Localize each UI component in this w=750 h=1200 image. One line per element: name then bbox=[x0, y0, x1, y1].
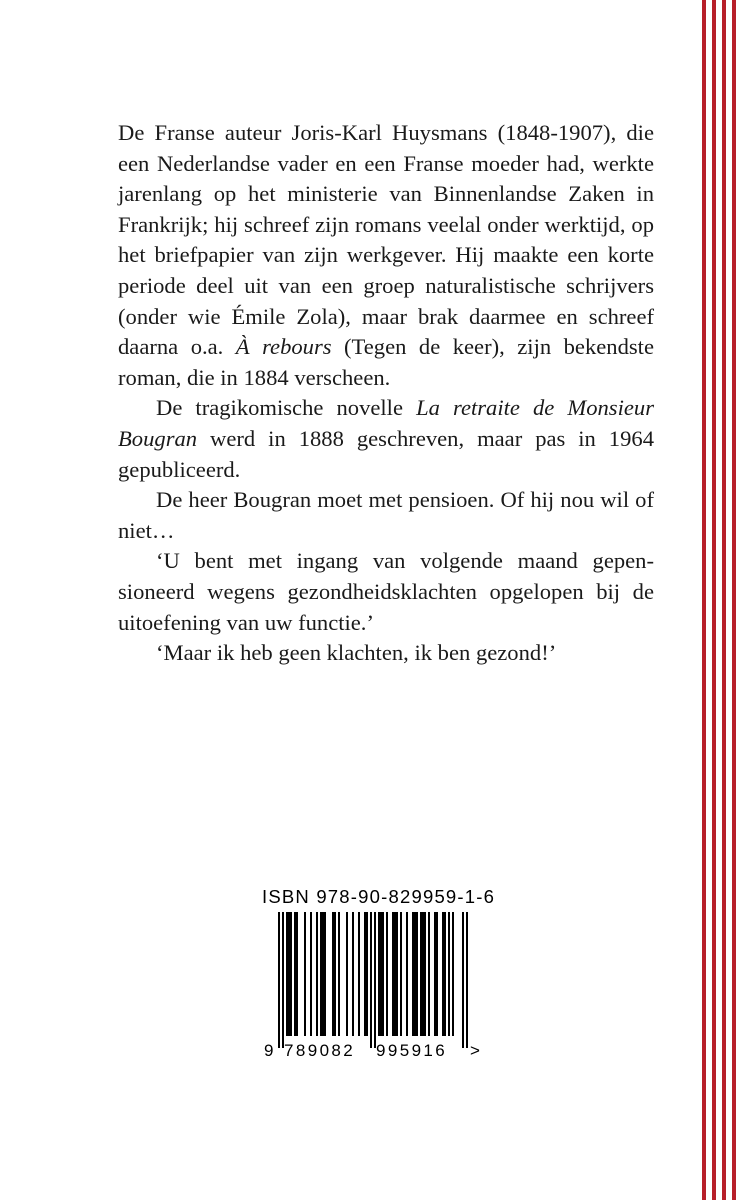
blurb-paragraph-author: De Franse auteur Joris-Karl Huysmans (1848-1907), die een Nederlandse vader en een Franse moeder had, werkte jarenlang op het ministerie van Binnenlandse Zaken in Frankrijk; hij schreef zijn romans veelal onder werktijd, op het briefpapier van zijn werkgever. Hij maakte een korte periode deel uit van een groep naturalistische schrijvers (onder wie Émile Zola), maar brak daarmee en schreef daarna o.a. À rebours (Tegen de keer), zijn bekendste roman, die in 1884 verscheen. bbox=[118, 120, 654, 390]
barcode-bar bbox=[346, 912, 348, 1036]
barcode-bar bbox=[304, 912, 306, 1036]
barcode-bar bbox=[380, 912, 382, 1036]
barcode-digits-right: 995916 bbox=[376, 1041, 448, 1060]
barcode-bar bbox=[294, 912, 296, 1036]
book-title-la-retraite: La retraite de Monsieur Bougran bbox=[118, 395, 654, 451]
book-title-a-rebours: À rebours bbox=[235, 334, 332, 360]
barcode-bar bbox=[338, 912, 340, 1036]
barcode-bar bbox=[392, 912, 394, 1036]
barcode-bar bbox=[400, 912, 402, 1036]
barcode-bar bbox=[316, 912, 318, 1036]
red-stripe bbox=[712, 0, 716, 1200]
barcode-bar bbox=[462, 912, 464, 1048]
red-stripe bbox=[732, 0, 736, 1200]
barcode-bar bbox=[412, 912, 414, 1036]
barcode-bar bbox=[334, 912, 336, 1036]
barcode-bar bbox=[396, 912, 398, 1036]
barcode-bar bbox=[358, 912, 360, 1036]
barcode-bar bbox=[324, 912, 326, 1036]
barcode-bar bbox=[352, 912, 354, 1036]
barcode-bar bbox=[452, 912, 454, 1036]
barcode-bar bbox=[288, 912, 290, 1036]
barcode-bar bbox=[364, 912, 366, 1036]
barcode-bar bbox=[436, 912, 438, 1036]
barcode-bar bbox=[378, 912, 380, 1036]
barcode-bar bbox=[320, 912, 322, 1036]
red-stripe bbox=[722, 0, 726, 1200]
barcode-bar bbox=[414, 912, 416, 1036]
barcode-bar bbox=[422, 912, 424, 1036]
barcode-bar bbox=[286, 912, 288, 1036]
blurb-quote-pension: ‘U bent met ingang van volgende maand gepensioneerd wegens gezondheidsklachten opgelopen bij de uitoefening van uw functie.’ bbox=[118, 548, 654, 635]
barcode-bar bbox=[310, 912, 312, 1036]
blurb-paragraph-teaser: De heer Bougran moet met pensioen. Of hij nou wil of niet… bbox=[118, 487, 654, 543]
barcode-bar bbox=[444, 912, 446, 1036]
barcode-bar bbox=[386, 912, 388, 1036]
barcode-digit-first: 9 bbox=[264, 1041, 276, 1060]
barcode-bar bbox=[416, 912, 418, 1036]
barcode-bar bbox=[420, 912, 422, 1036]
back-cover-blurb bbox=[118, 118, 654, 669]
isbn-label: ISBN 978-90-829959-1-6 bbox=[262, 886, 496, 907]
barcode-bar bbox=[322, 912, 324, 1036]
barcode-bar bbox=[282, 912, 284, 1048]
decorative-red-stripes bbox=[686, 0, 750, 1200]
blurb-paragraph-novella: De tragikomische novelle La retraite de Monsieur Bougran werd in 1888 geschreven, maar pas in 1964 gepubliceerd. bbox=[118, 395, 654, 482]
barcode-bar bbox=[290, 912, 292, 1036]
barcode-bar bbox=[424, 912, 426, 1036]
barcode-bar bbox=[406, 912, 408, 1036]
barcode-bar bbox=[394, 912, 396, 1036]
barcode-quiet-marker: > bbox=[470, 1041, 483, 1060]
barcode-bar bbox=[278, 912, 280, 1048]
barcode-bar bbox=[370, 912, 372, 1048]
barcode-bar bbox=[466, 912, 468, 1048]
barcode-bar bbox=[434, 912, 436, 1036]
barcode-bar bbox=[428, 912, 430, 1036]
barcode-bar bbox=[366, 912, 368, 1036]
barcode-bars bbox=[262, 912, 492, 1062]
barcode-bar bbox=[296, 912, 298, 1036]
isbn-barcode bbox=[262, 886, 496, 1066]
barcode-bar bbox=[382, 912, 384, 1036]
barcode-digits-left: 789082 bbox=[284, 1041, 356, 1060]
blurb-quote-healthy: ‘Maar ik heb geen klachten, ik ben gezond!’ bbox=[156, 640, 557, 666]
barcode-bar bbox=[448, 912, 450, 1036]
barcode-bar bbox=[374, 912, 376, 1048]
barcode-bar bbox=[332, 912, 334, 1036]
barcode-bar bbox=[442, 912, 444, 1036]
red-stripe bbox=[702, 0, 706, 1200]
